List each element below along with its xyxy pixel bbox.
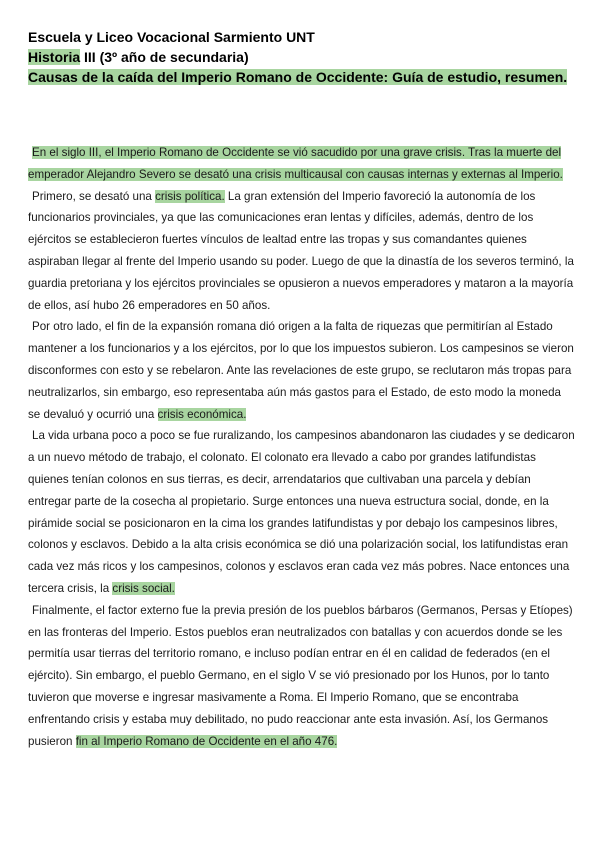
economic-crisis-highlight: crisis económica. bbox=[157, 407, 247, 421]
document-title bbox=[28, 67, 573, 87]
social-text-before: La vida urbana poco a poco se fue ruralizando, los campesinos abandonaron las ciudades y se dedicaron a un nuevo método de trabajo, el colonato. El colonato era llevado a cabo por grandes latifundistas quienes tenían colonos en sus tierras, es decir, arrendatarios que cultivaban una parcela y debían entregar parte de la cosecha al propietario. Surge entonces una nueva estructura social, donde, en la pirámide social se posicionaron en la cima los grandes latifundistas y por debajo los campesinos libres, colonos y esclavos. Debido a la alta crisis económica se dió una polarización social, los latifundistas eran cada vez más ricos y los campesinos, colonos y esclavos eran cada vez más pobres. Nace entonces una tercera crisis, la bbox=[28, 429, 575, 595]
paragraph-external bbox=[28, 600, 576, 753]
school-name: Escuela y Liceo Vocacional Sarmiento UNT bbox=[28, 29, 315, 45]
social-crisis-highlight: crisis social. bbox=[112, 581, 175, 595]
paragraph-political bbox=[28, 186, 576, 317]
paragraph-economic bbox=[28, 316, 576, 425]
paragraph-social bbox=[28, 425, 576, 599]
document-body bbox=[28, 142, 576, 752]
paragraph-intro bbox=[28, 142, 576, 186]
political-text-after: La gran extensión del Imperio favoreció la autonomía de los funcionarios provinciales, ya que las comunicaciones eran lentas y difíciles, además, dentro de los ejércitos se establecieron fuertes vínculos de lealtad entre las tropas y sus comandantes quienes aspiraban llegar al frente del Imperio usando su poder. Luego de que la dinastía de los severos terminó, la guardia pretoriana y los ejércitos provinciales se opusieron a nuevos emperadores y mataron a la mayoría de ellos, así hubo 26 emperadores en 50 años. bbox=[28, 189, 574, 312]
political-crisis-highlight: crisis política. bbox=[155, 189, 225, 203]
empire-fall-highlight: fin al Imperio Romano de Occidente en el año 476. bbox=[75, 734, 338, 748]
subject-highlight: Historia bbox=[28, 49, 81, 65]
economic-text-before: Por otro lado, el fin de la expansión romana dió origen a la falta de riquezas que permitirían al Estado mantener a los funcionarios y a los ejércitos, por lo que los impuestos subieron. Los campesinos se vieron disconformes con esto y se rebelaron. Ante las revelaciones de este grupo, se reclutaron más tropas para neutralizarlos, sin embargo, eso representaba aún más gastos para el Estado, de esto modo la moneda se devaluó y ocurrió una bbox=[28, 320, 574, 421]
document-title-text: Causas de la caída del Imperio Romano de Occidente: Guía de estudio, resumen. bbox=[28, 69, 568, 85]
intro-highlight: En el siglo III, el Imperio Romano de Occidente se vió sacudido por una grave crisis. Tras la muerte del emperador Alejandro Severo se desató una crisis multicausal con causas internas y externas al Imperio. bbox=[28, 146, 563, 181]
subject-line bbox=[28, 47, 573, 67]
political-text-before: Primero, se desató una bbox=[32, 189, 156, 203]
external-text-before: Finalmente, el factor externo fue la previa presión de los pueblos bárbaros (Germanos, Persas y Etíopes) en las fronteras del Imperio. Estos pueblos eran neutralizados con batallas y con acuerdos donde se les permitía usar tierras del territorio romano, e incluso podían entrar en él en calidad de federados (en el ejército). Sin embargo, el pueblo Germano, en el siglo V se vió presionado por los Hunos, por lo tanto tuvieron que moverse e ingresar masivamente a Roma. El Imperio Romano, que se encontraba enfrentando crisis y estaba muy debilitado, no pudo reaccionar ante esta invasión. Así, los Germanos pusieron bbox=[28, 603, 573, 748]
subject-rest: III (3º año de secundaria) bbox=[80, 49, 249, 65]
document-header bbox=[28, 27, 573, 87]
